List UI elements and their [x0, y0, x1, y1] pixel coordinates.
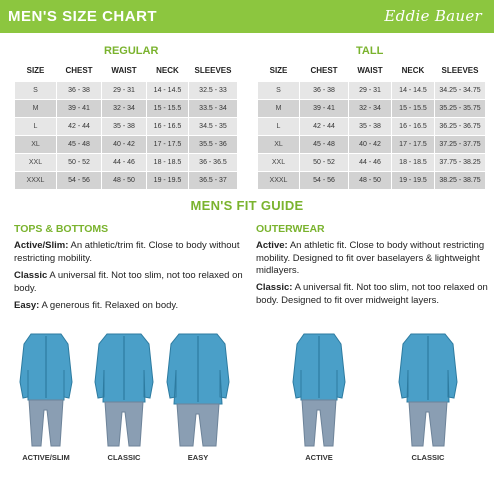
table-row [15, 154, 237, 171]
sleeves-cell: 36.25 - 36.75 [435, 118, 485, 135]
column-header: CHEST [57, 59, 101, 81]
neck-cell: 17 - 17.5 [147, 136, 188, 153]
fit-text: An athletic fit. Close to body without restricting mobility. Designed to fit over baselayers & lightweight midlayers. [256, 240, 485, 276]
size-cell: S [15, 82, 56, 99]
waist-cell: 44 - 46 [349, 154, 391, 171]
page-title: MEN'S SIZE CHART [8, 8, 158, 25]
chest-cell: 50 - 52 [57, 154, 101, 171]
table-row [258, 136, 485, 153]
table-row [258, 100, 485, 117]
table-row [15, 100, 237, 117]
table-row [15, 172, 237, 189]
fit-desc-active [256, 240, 488, 278]
fit-text: A universal fit. Not too slim, not too relaxed on body. [14, 270, 243, 294]
outer-classic-figure [396, 330, 460, 450]
regular-size-table [14, 58, 238, 190]
sleeves-cell: 35.5 - 36 [189, 136, 237, 153]
column-header: CHEST [300, 59, 348, 81]
neck-cell: 16 - 16.5 [147, 118, 188, 135]
chest-cell: 45 - 48 [300, 136, 348, 153]
neck-cell: 19 - 19.5 [392, 172, 434, 189]
neck-cell: 19 - 19.5 [147, 172, 188, 189]
neck-cell: 15 - 15.5 [147, 100, 188, 117]
size-cell: L [15, 118, 56, 135]
fit-label: Active/Slim: [14, 240, 69, 251]
column-header: SLEEVES [189, 59, 237, 81]
table-row [258, 82, 485, 99]
table-row [258, 172, 485, 189]
sleeves-cell: 38.25 - 38.75 [435, 172, 485, 189]
size-cell: XL [15, 136, 56, 153]
tops-bottoms-heading: TOPS & BOTTOMS [14, 223, 109, 235]
size-cell: XXL [15, 154, 56, 171]
column-header: SIZE [15, 59, 56, 81]
column-header: WAIST [349, 59, 391, 81]
tall-size-table [257, 58, 486, 190]
fit-desc-classic [14, 270, 244, 295]
chest-cell: 36 - 38 [57, 82, 101, 99]
waist-cell: 32 - 34 [349, 100, 391, 117]
fit-desc-outer-classic [256, 282, 488, 307]
size-cell: XXXL [15, 172, 56, 189]
fit-text: An athletic/trim fit. Close to body without restricting mobility. [14, 240, 240, 264]
classic-figure [92, 330, 156, 450]
waist-cell: 44 - 46 [102, 154, 146, 171]
sleeves-cell: 37.25 - 37.75 [435, 136, 485, 153]
table-row [258, 154, 485, 171]
neck-cell: 17 - 17.5 [392, 136, 434, 153]
size-cell: S [258, 82, 299, 99]
chest-cell: 39 - 41 [57, 100, 101, 117]
table-row [15, 118, 237, 135]
fit-label: Easy: [14, 300, 40, 311]
tall-title: TALL [356, 45, 384, 57]
figure-label-active: ACTIVE [305, 453, 333, 462]
column-header: SLEEVES [435, 59, 485, 81]
fit-guide-title: MEN'S FIT GUIDE [190, 198, 304, 213]
size-cell: XL [258, 136, 299, 153]
neck-cell: 14 - 14.5 [147, 82, 188, 99]
column-header: SIZE [258, 59, 299, 81]
sleeves-cell: 34.5 - 35 [189, 118, 237, 135]
fit-desc-active-slim [14, 240, 244, 265]
sleeves-cell: 34.25 - 34.75 [435, 82, 485, 99]
size-cell: M [258, 100, 299, 117]
waist-cell: 29 - 31 [349, 82, 391, 99]
neck-cell: 16 - 16.5 [392, 118, 434, 135]
sleeves-cell: 36.5 - 37 [189, 172, 237, 189]
chest-cell: 50 - 52 [300, 154, 348, 171]
size-cell: L [258, 118, 299, 135]
header-banner [0, 0, 494, 33]
size-cell: XXL [258, 154, 299, 171]
fit-text: A universal fit. Not too slim, not too relaxed on body. Designed to fit over midweight layers. [256, 282, 488, 306]
table-row [15, 82, 237, 99]
sleeves-cell: 33.5 - 34 [189, 100, 237, 117]
size-cell: M [15, 100, 56, 117]
chest-cell: 54 - 56 [300, 172, 348, 189]
active-slim-figure [14, 330, 78, 450]
waist-cell: 29 - 31 [102, 82, 146, 99]
waist-cell: 40 - 42 [102, 136, 146, 153]
figure-label-easy: EASY [187, 453, 209, 462]
neck-cell: 15 - 15.5 [392, 100, 434, 117]
table-row [15, 136, 237, 153]
fit-label: Classic [14, 270, 48, 281]
column-header: NECK [392, 59, 434, 81]
neck-cell: 18 - 18.5 [147, 154, 188, 171]
fit-desc-easy [14, 300, 244, 313]
sleeves-cell: 36 - 36.5 [189, 154, 237, 171]
table-row [258, 118, 485, 135]
waist-cell: 35 - 38 [102, 118, 146, 135]
column-header: WAIST [102, 59, 146, 81]
chest-cell: 45 - 48 [57, 136, 101, 153]
sleeves-cell: 37.75 - 38.25 [435, 154, 485, 171]
easy-figure [166, 330, 230, 450]
neck-cell: 18 - 18.5 [392, 154, 434, 171]
figure-label-active-slim: ACTIVE/SLIM [22, 453, 70, 462]
brand-logo: Eddie Bauer [384, 7, 482, 25]
fit-label: Active: [256, 240, 288, 251]
waist-cell: 40 - 42 [349, 136, 391, 153]
waist-cell: 48 - 50 [349, 172, 391, 189]
column-header: NECK [147, 59, 188, 81]
fit-label: Classic: [256, 282, 293, 293]
waist-cell: 35 - 38 [349, 118, 391, 135]
sleeves-cell: 32.5 - 33 [189, 82, 237, 99]
figure-label-classic: CLASSIC [107, 453, 141, 462]
waist-cell: 48 - 50 [102, 172, 146, 189]
neck-cell: 14 - 14.5 [392, 82, 434, 99]
chest-cell: 42 - 44 [57, 118, 101, 135]
chest-cell: 54 - 56 [57, 172, 101, 189]
chest-cell: 39 - 41 [300, 100, 348, 117]
figure-label-outer-classic: CLASSIC [411, 453, 445, 462]
fit-text: A generous fit. Relaxed on body. [41, 300, 179, 311]
outerwear-heading: OUTERWEAR [256, 223, 325, 235]
waist-cell: 32 - 34 [102, 100, 146, 117]
active-figure [287, 330, 351, 450]
size-cell: XXXL [258, 172, 299, 189]
chest-cell: 36 - 38 [300, 82, 348, 99]
chest-cell: 42 - 44 [300, 118, 348, 135]
sleeves-cell: 35.25 - 35.75 [435, 100, 485, 117]
regular-title: REGULAR [104, 45, 159, 57]
